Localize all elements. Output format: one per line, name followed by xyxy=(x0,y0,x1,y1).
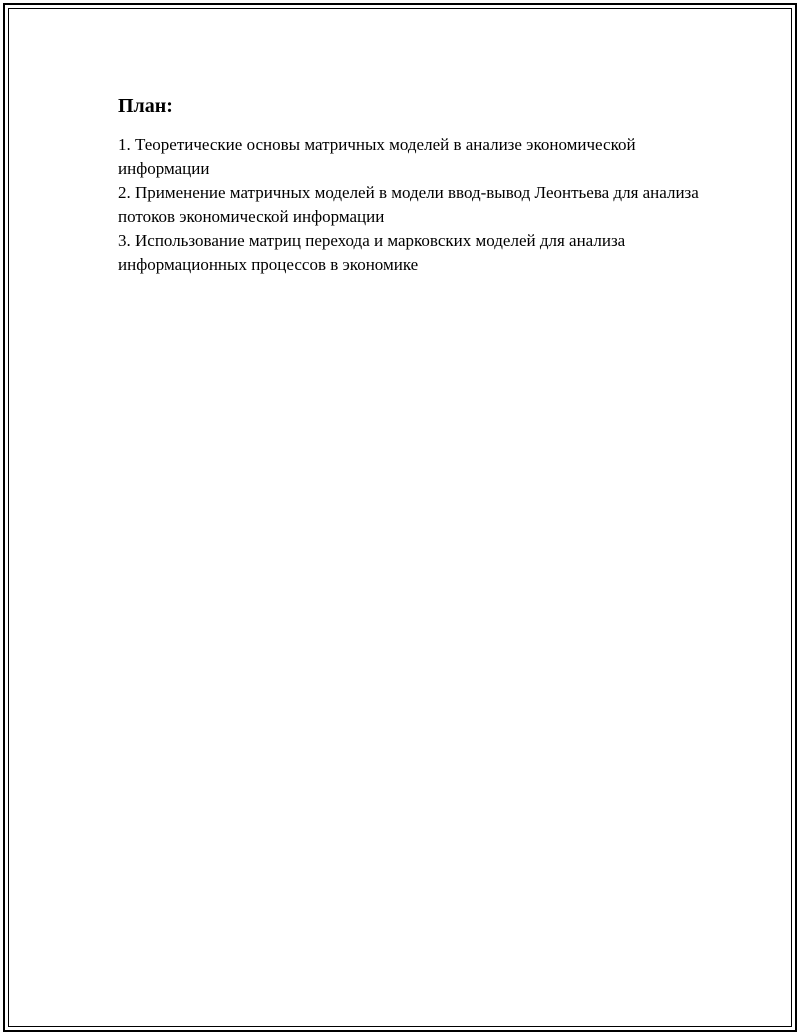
page-title: План: xyxy=(118,95,173,117)
plan-item-1: 1. Теоретические основы матричных моделей в анализе экономической информации xyxy=(118,135,636,178)
plan-item-2: 2. Применение матричных моделей в модели ввод-вывод Леонтьева для анализа потоков экономической информации xyxy=(118,183,699,226)
plan-list xyxy=(118,133,718,277)
plan-item-3: 3. Использование матриц перехода и марковских моделей для анализа информационных процессов в экономике xyxy=(118,231,626,274)
page-content xyxy=(118,93,718,277)
